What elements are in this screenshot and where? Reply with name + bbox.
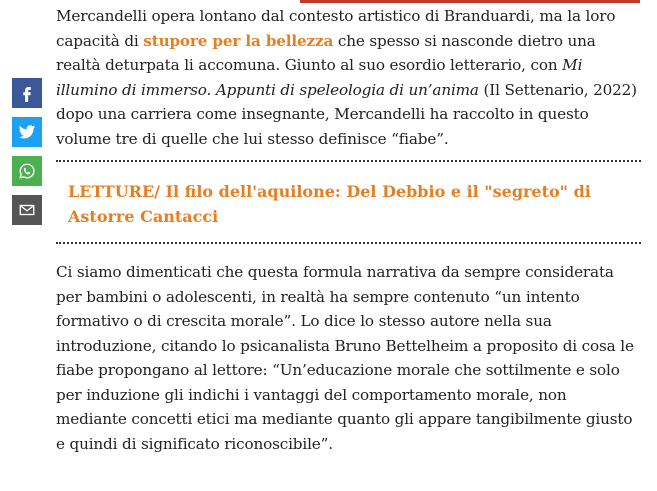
facebook-icon: [18, 84, 36, 102]
facebook-share-button[interactable]: [12, 78, 42, 108]
share-bar: [12, 78, 42, 234]
paragraph-text: (Il Settenario, 2022) dopo una carriera come insegnante, Mercandelli ha raccolto in questo volume tre di quelle che lui stesso definisce “fiabe”.: [56, 80, 637, 148]
whatsapp-icon: [18, 162, 36, 180]
whatsapp-share-button[interactable]: [12, 156, 42, 186]
related-article-link[interactable]: LETTURE/ Il filo dell'aquilone: Del Debbio e il "segreto" di Astorre Cantacci: [68, 182, 591, 226]
twitter-icon: [18, 123, 36, 141]
paragraph-text: che spesso si nasconde dietro una realtà deturpata li accomuna. Giunto al suo esordio letterario, con: [56, 31, 596, 74]
highlighted-phrase: stupore per la bellezza: [143, 31, 334, 50]
dotted-divider: [56, 242, 641, 244]
article-body: [56, 0, 641, 456]
article-paragraph: Ci siamo dimenticati che questa formula narrativa da sempre considerata per bambini o adolescenti, in realtà ha sempre contenuto “un intento formativo o di crescita morale”. Lo dice lo stesso autore nella sua introduzione, citando lo psicanalista Bruno Bettelheim a proposito di cosa le fiabe propongano al lettore: “Un’educazione morale che sottilmente e solo per induzione gli indichi i vantaggi del comportamento morale, non mediante concetti etici ma mediante quanto gli appare tangibilmente giusto e quindi di significato riconoscibile”.: [56, 263, 634, 453]
paragraph-text: Mercandelli opera lontano dal contesto artistico di Branduardi, ma la loro capacità di: [56, 7, 616, 50]
email-icon: [18, 201, 36, 219]
twitter-share-button[interactable]: [12, 117, 42, 147]
article-paragraph: [56, 0, 641, 151]
book-title: Mi illumino di immerso. Appunti di speleologia di un’anima: [56, 56, 583, 99]
email-share-button[interactable]: [12, 195, 42, 225]
